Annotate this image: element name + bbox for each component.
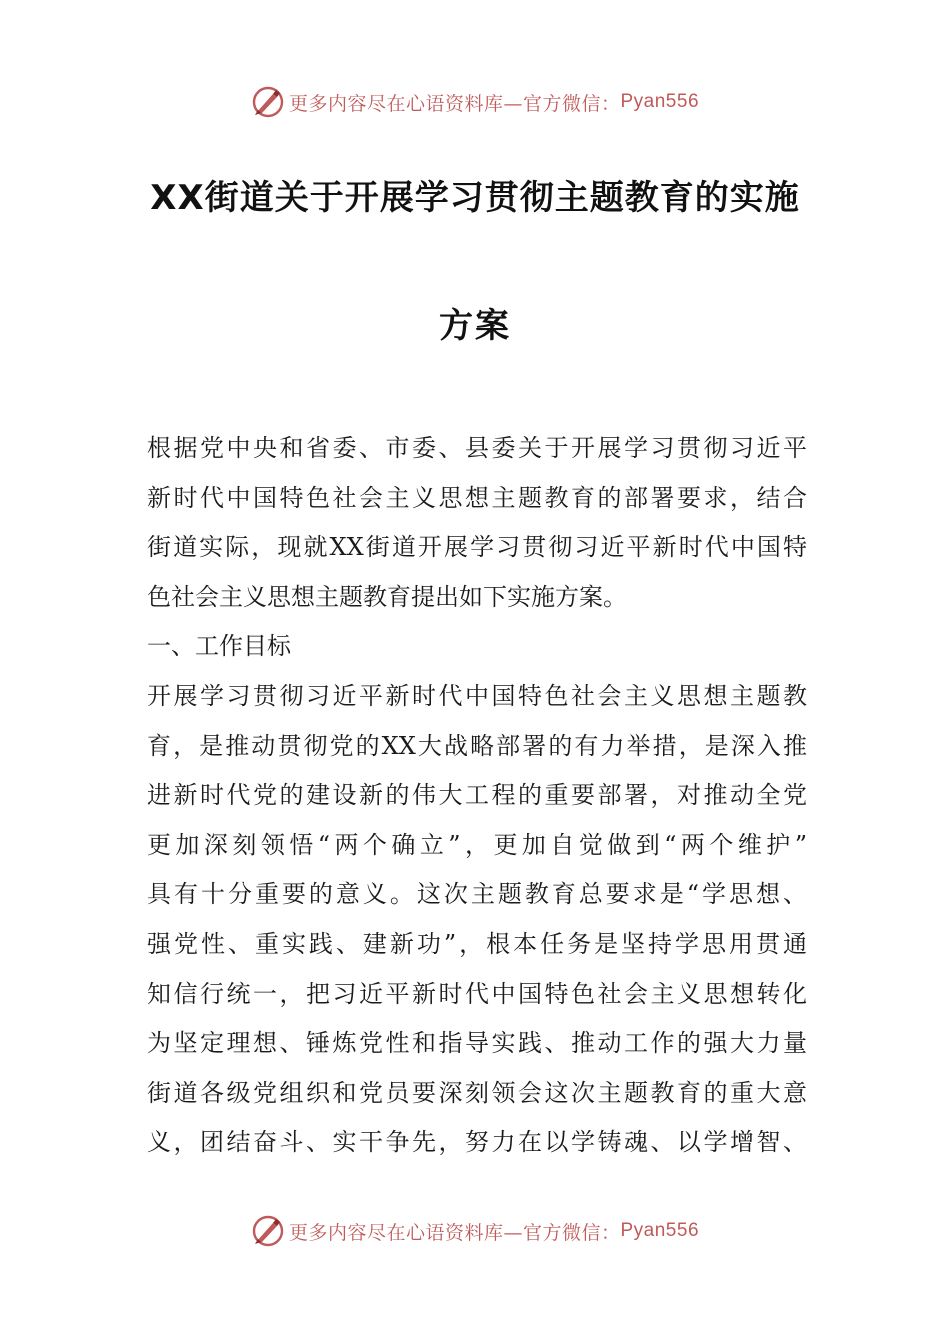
pen-logo-icon bbox=[251, 1214, 285, 1248]
body-line: 根据党中央和省委、市委、县委关于开展学习贯彻习近平 bbox=[147, 434, 807, 462]
watermark-wechat-id: Pyan556 bbox=[620, 1220, 700, 1241]
document-title-line-2: 方案 bbox=[439, 306, 511, 346]
body-line: 开展学习贯彻习近平新时代中国特色社会主义思想主题教 bbox=[147, 681, 807, 710]
body-line: 街道各级党组织和党员要深刻领会这次主题教育的重大意 bbox=[147, 1078, 807, 1107]
body-line: 育，是推动贯彻党的XX大战略部署的有力举措，是深入推 bbox=[147, 731, 807, 760]
watermark-footer bbox=[0, 1211, 950, 1251]
body-line: 义，团结奋斗、实干争先，努力在以学铸魂、以学增智、 bbox=[147, 1128, 807, 1157]
document-title-line-1: XX街道关于开展学习贯彻主题教育的实施 bbox=[150, 178, 800, 218]
body-line: 进新时代党的建设新的伟大工程的重要部署，对推动全党 bbox=[147, 781, 807, 810]
body-line: 具有十分重要的意义。这次主题教育总要求是“学思想、 bbox=[147, 880, 807, 909]
section-heading: 一、工作目标 bbox=[147, 632, 291, 661]
body-line: 街道实际，现就XX街道开展学习贯彻习近平新时代中国特 bbox=[147, 533, 807, 562]
body-line: 色社会主义思想主题教育提出如下实施方案。 bbox=[147, 582, 627, 611]
body-line: 更加深刻领悟“两个确立”，更加自觉做到“两个维护” bbox=[147, 830, 807, 859]
watermark-text: 更多内容尽在心语资料库—官方微信： bbox=[288, 92, 621, 115]
body-line: 为坚定理想、锤炼党性和指导实践、推动工作的强大力量 bbox=[147, 1029, 807, 1058]
watermark-wechat-id: Pyan556 bbox=[620, 91, 700, 112]
watermark-text: 更多内容尽在心语资料库—官方微信： bbox=[288, 1221, 621, 1244]
body-line: 新时代中国特色社会主义思想主题教育的部署要求，结合 bbox=[147, 483, 807, 512]
body-line: 知信行统一，把习近平新时代中国特色社会主义思想转化 bbox=[147, 979, 807, 1008]
pen-logo-icon bbox=[251, 85, 285, 119]
document-body bbox=[147, 424, 807, 1168]
watermark-header bbox=[0, 82, 950, 122]
body-line: 强党性、重实践、建新功”，根本任务是坚持学思用贯通 bbox=[147, 929, 807, 958]
